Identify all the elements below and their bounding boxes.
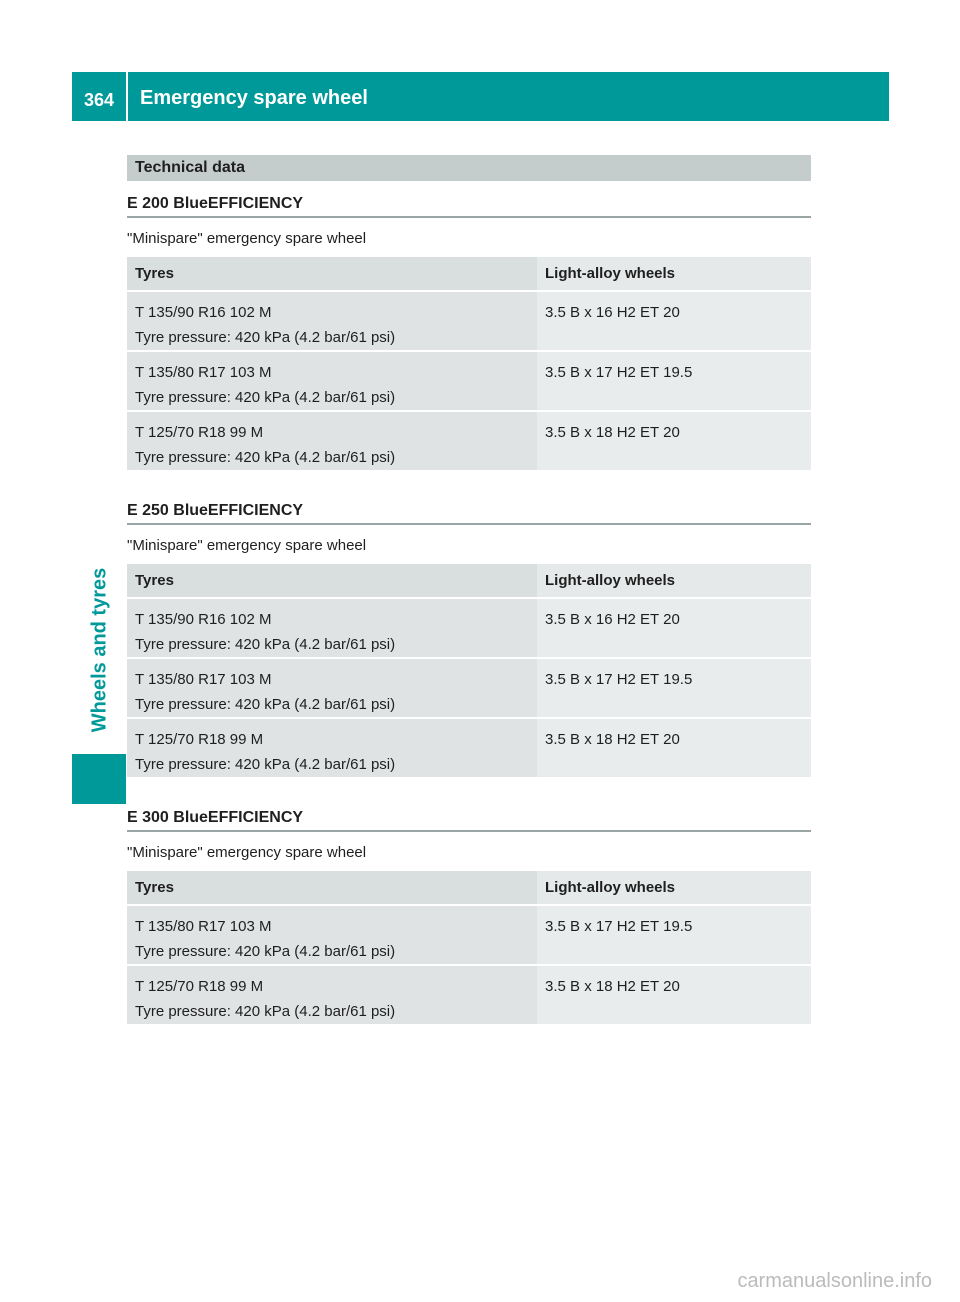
spare-wheel-table (127, 257, 811, 472)
tyre-cell (127, 598, 537, 658)
column-header-wheels: Light-alloy wheels (537, 564, 811, 598)
technical-data-bar: Technical data (127, 155, 811, 181)
tyre-size: T 125/70 R18 99 M (135, 731, 264, 748)
wheel-cell: 3.5 B x 18 H2 ET 20 (537, 965, 811, 1025)
tyre-size: T 135/80 R17 103 M (135, 918, 272, 935)
tyre-pressure: Tyre pressure: 420 kPa (4.2 bar/61 psi) (135, 449, 396, 466)
tyre-cell (127, 658, 537, 718)
table-row (127, 658, 811, 718)
tyre-pressure: Tyre pressure: 420 kPa (4.2 bar/61 psi) (135, 696, 396, 713)
tyre-size: T 135/80 R17 103 M (135, 671, 272, 688)
table-header-row (127, 564, 811, 598)
tyre-cell (127, 718, 537, 778)
wheel-cell: 3.5 B x 18 H2 ET 20 (537, 718, 811, 778)
side-tab-label: Wheels and tyres (88, 567, 111, 733)
model-section (127, 195, 811, 472)
header-divider (126, 72, 128, 121)
wheel-cell: 3.5 B x 18 H2 ET 20 (537, 411, 811, 471)
model-heading: E 200 BlueEFFICIENCY (127, 195, 811, 218)
tyre-pressure: Tyre pressure: 420 kPa (4.2 bar/61 psi) (135, 389, 396, 406)
side-tab-marker (72, 754, 126, 804)
tyre-size: T 135/90 R16 102 M (135, 304, 272, 321)
main-content (127, 155, 811, 1026)
tyre-pressure: Tyre pressure: 420 kPa (4.2 bar/61 psi) (135, 1003, 396, 1020)
table-row (127, 718, 811, 778)
tyre-pressure: Tyre pressure: 420 kPa (4.2 bar/61 psi) (135, 636, 396, 653)
column-header-tyres: Tyres (127, 871, 537, 905)
tyre-cell (127, 291, 537, 351)
column-header-wheels: Light-alloy wheels (537, 257, 811, 291)
wheel-cell: 3.5 B x 16 H2 ET 20 (537, 291, 811, 351)
column-header-wheels: Light-alloy wheels (537, 871, 811, 905)
spare-wheel-table (127, 871, 811, 1026)
table-row (127, 411, 811, 471)
tyre-cell (127, 965, 537, 1025)
table-row (127, 598, 811, 658)
tyre-size: T 125/70 R18 99 M (135, 978, 264, 995)
wheel-cell: 3.5 B x 17 H2 ET 19.5 (537, 658, 811, 718)
table-row (127, 291, 811, 351)
model-section (127, 502, 811, 779)
tyre-cell (127, 411, 537, 471)
spare-wheel-table (127, 564, 811, 779)
section-subtitle: "Minispare" emergency spare wheel (127, 844, 367, 861)
model-section (127, 809, 811, 1026)
wheel-cell: 3.5 B x 17 H2 ET 19.5 (537, 905, 811, 965)
chapter-title: Emergency spare wheel (140, 87, 368, 109)
tyre-size: T 135/90 R16 102 M (135, 611, 272, 628)
page-number: 364 (83, 90, 115, 110)
table-row (127, 351, 811, 411)
page-header (72, 72, 889, 121)
table-row (127, 905, 811, 965)
section-subtitle: "Minispare" emergency spare wheel (127, 230, 367, 247)
tyre-pressure: Tyre pressure: 420 kPa (4.2 bar/61 psi) (135, 943, 396, 960)
tyre-size: T 125/70 R18 99 M (135, 424, 264, 441)
tyre-cell (127, 351, 537, 411)
section-subtitle: "Minispare" emergency spare wheel (127, 537, 367, 554)
tyre-size: T 135/80 R17 103 M (135, 364, 272, 381)
table-row (127, 965, 811, 1025)
table-header-row (127, 257, 811, 291)
tyre-pressure: Tyre pressure: 420 kPa (4.2 bar/61 psi) (135, 329, 396, 346)
column-header-tyres: Tyres (127, 564, 537, 598)
table-header-row (127, 871, 811, 905)
wheel-cell: 3.5 B x 17 H2 ET 19.5 (537, 351, 811, 411)
model-heading: E 250 BlueEFFICIENCY (127, 502, 811, 525)
wheel-cell: 3.5 B x 16 H2 ET 20 (537, 598, 811, 658)
watermark: carmanualsonline.info (737, 1270, 932, 1292)
tyre-cell (127, 905, 537, 965)
tyre-pressure: Tyre pressure: 420 kPa (4.2 bar/61 psi) (135, 756, 396, 773)
model-heading: E 300 BlueEFFICIENCY (127, 809, 811, 832)
column-header-tyres: Tyres (127, 257, 537, 291)
